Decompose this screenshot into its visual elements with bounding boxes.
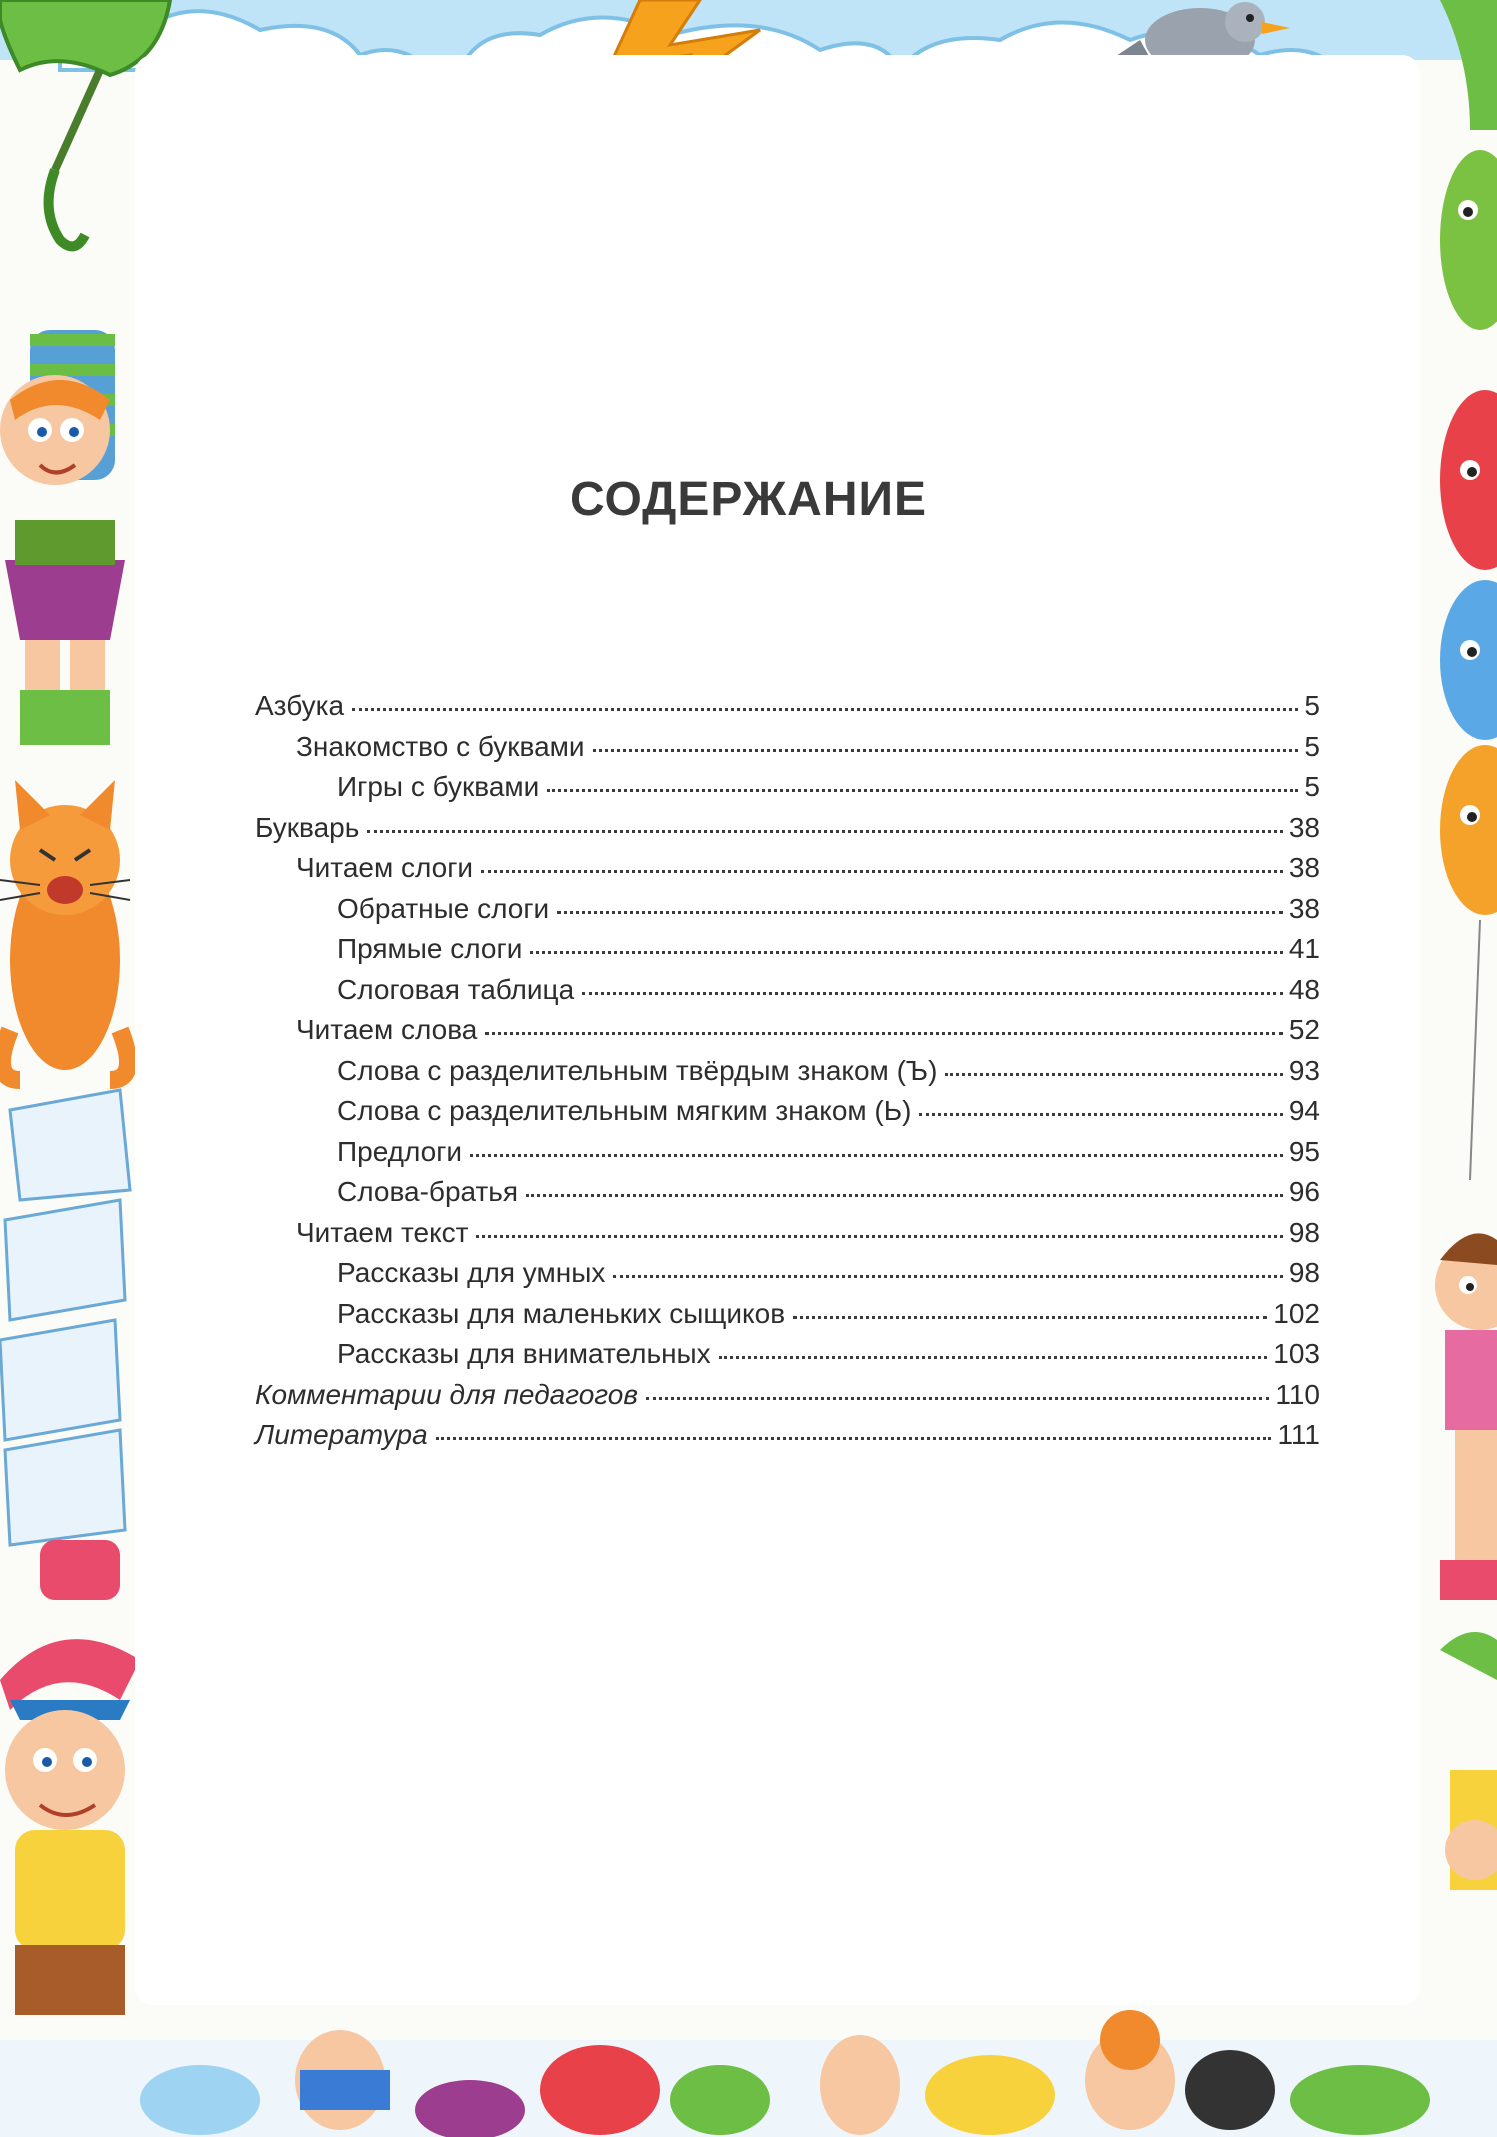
book-icon [0,1090,130,1545]
toc-entry-page: 102 [1273,1297,1320,1329]
toc-leader-dots [526,1194,1283,1197]
toc-entry-label: Знакомство с буквами [296,730,585,762]
toc-leader-dots [367,830,1283,833]
toc-leader-dots [436,1437,1272,1440]
toc-entry [255,1095,1320,1136]
toc-leader-dots [485,1032,1283,1035]
toc-leader-dots [476,1235,1282,1238]
toc-entry-label: Комментарии для педагогов [255,1378,638,1410]
toc-entry-label: Слова с разделительным твёрдым знаком (Ъ) [337,1054,938,1086]
toc-leader-dots [613,1275,1283,1278]
toc-entry [255,1136,1320,1177]
toc-entry [255,1338,1320,1379]
toc-entry-page: 95 [1288,1135,1320,1167]
table-of-contents [255,690,1320,1460]
toc-leader-dots [481,870,1283,873]
toc-entry-page: 41 [1288,933,1320,964]
toc-entry-page: 38 [1288,892,1320,924]
toc-entry [255,812,1320,853]
toc-leader-dots [352,708,1298,711]
kid-right [1435,1233,1497,1890]
toc-leader-dots [557,911,1283,914]
page-title: СОДЕРЖАНИЕ [570,473,927,527]
toc-entry-page: 98 [1288,1257,1320,1288]
toc-entry-page: 5 [1304,690,1320,721]
toc-entry-label: Рассказы для умных [337,1257,606,1288]
toc-entry [255,1379,1320,1420]
kid-left-bottom [0,1540,140,2015]
toc-entry-page: 111 [1277,1419,1320,1450]
toc-leader-dots [945,1073,1282,1076]
toc-entry-page: 93 [1288,1054,1320,1086]
toc-entry-label: Слова-братья [337,1176,519,1207]
toc-leader-dots [793,1316,1267,1319]
cat-icon [0,780,130,1080]
toc-entry-label: Обратные слоги [337,892,550,924]
toc-leader-dots [530,951,1282,954]
toc-entry [255,731,1320,772]
toc-leader-dots [593,749,1299,752]
toc-entry [255,974,1320,1015]
toc-entry-label: Букварь [255,811,360,843]
toc-entry [255,852,1320,893]
toc-entry-label: Рассказы для маленьких сыщиков [337,1297,786,1329]
toc-entry-label: Литература [255,1419,428,1450]
toc-entry-page: 5 [1304,771,1320,802]
toc-entry-label: Читаем слоги [296,852,474,883]
toc-entry [255,690,1320,731]
toc-entry-label: Предлоги [337,1135,463,1167]
toc-entry-page: 52 [1288,1014,1320,1045]
toc-entry [255,1419,1320,1460]
toc-entry-label: Рассказы для внимательных [337,1338,711,1369]
toc-entry-page: 38 [1288,811,1320,843]
toc-entry [255,1257,1320,1298]
toc-entry-label: Читаем текст [296,1216,469,1248]
toc-entry-page: 5 [1304,730,1320,762]
toc-entry-page: 94 [1288,1095,1320,1126]
toc-entry [255,1014,1320,1055]
toc-entry-page: 48 [1288,973,1320,1005]
toc-leader-dots [582,992,1283,995]
toc-entry-label: Азбука [255,690,345,721]
toc-entry-page: 98 [1288,1216,1320,1248]
toc-entry [255,933,1320,974]
toc-leader-dots [719,1356,1268,1359]
toc-leader-dots [547,789,1298,792]
toc-entry-label: Читаем слова [296,1014,478,1045]
toc-entry-page: 38 [1288,852,1320,883]
toc-entry-label: Игры с буквами [337,771,540,802]
balloon-icon [1440,0,1497,1180]
toc-leader-dots [646,1397,1269,1400]
toc-entry [255,1298,1320,1339]
toc-entry-label: Слова с разделительным мягким знаком (Ь) [337,1095,912,1126]
toc-entry [255,771,1320,812]
kid-left-top [0,330,125,745]
toc-leader-dots [919,1113,1282,1116]
toc-leader-dots [470,1154,1283,1157]
toc-entry [255,1176,1320,1217]
toc-entry-page: 110 [1275,1378,1320,1410]
toc-entry [255,1217,1320,1258]
toc-entry-label: Слоговая таблица [337,973,575,1005]
toc-entry-page: 103 [1273,1338,1320,1369]
toc-entry [255,1055,1320,1096]
toc-entry-page: 96 [1288,1176,1320,1207]
toc-entry [255,893,1320,934]
toc-entry-label: Прямые слоги [337,933,523,964]
